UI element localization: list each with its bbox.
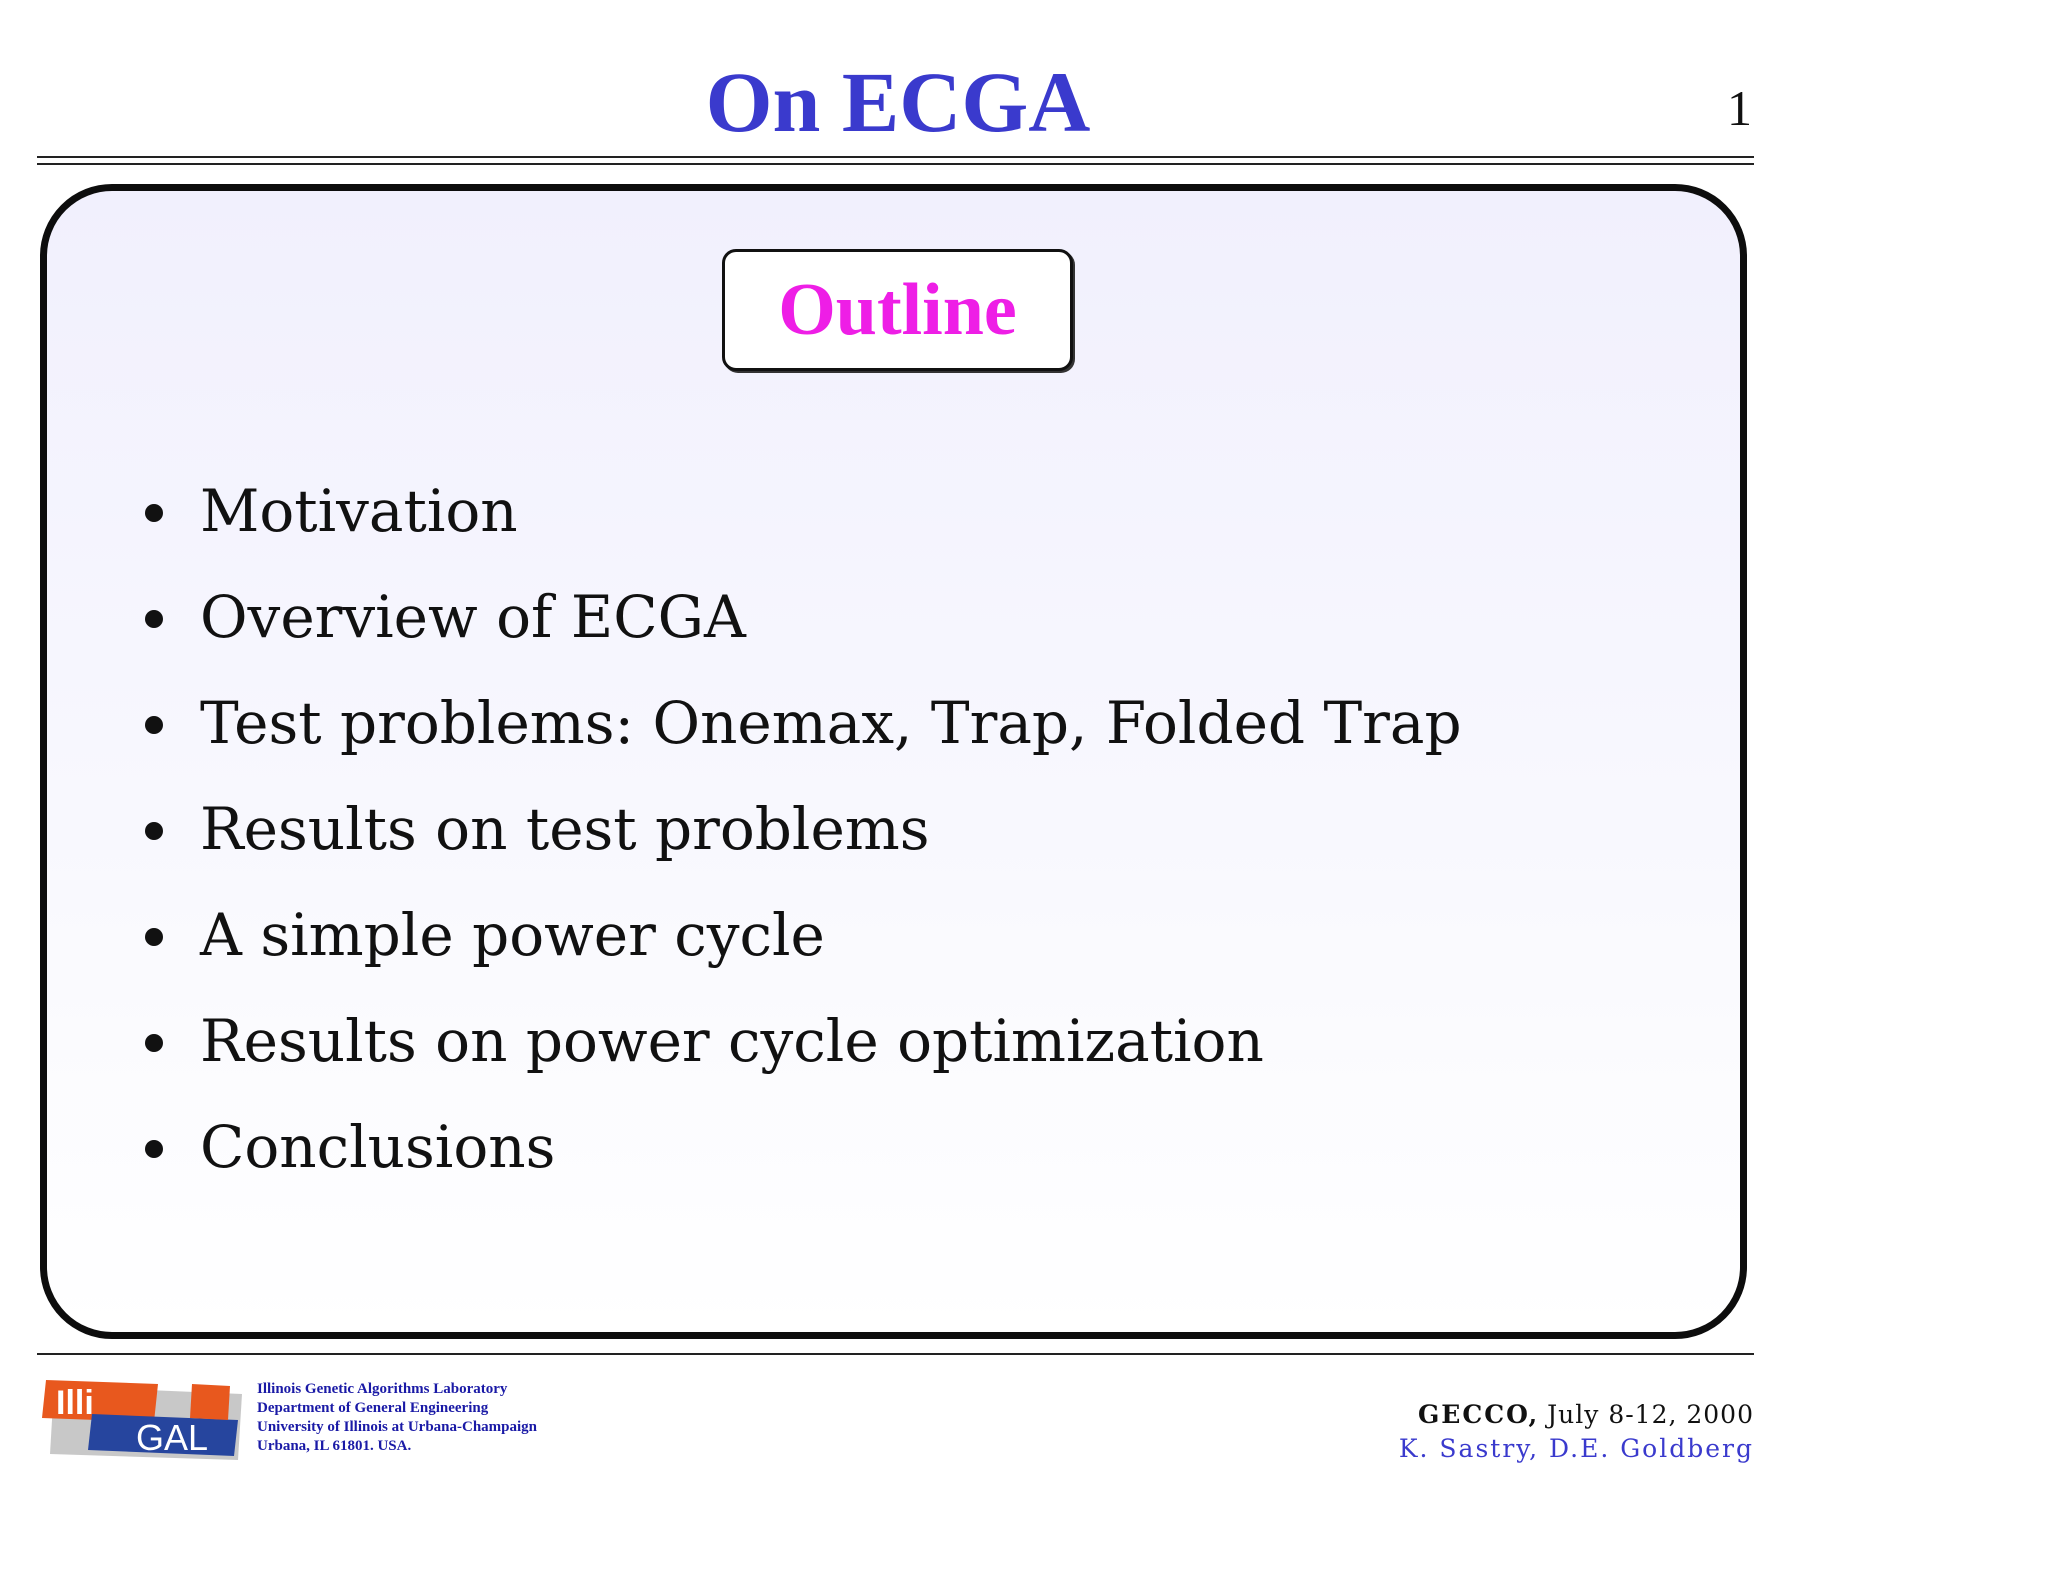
logo-bottom-text: GAL bbox=[136, 1417, 209, 1458]
outline-item-text: Results on power cycle optimization bbox=[200, 1007, 1264, 1075]
bullet-icon bbox=[145, 928, 163, 946]
illigal-logo bbox=[42, 1374, 247, 1464]
conference-info bbox=[1399, 1398, 1754, 1466]
section-title-box bbox=[722, 249, 1073, 371]
lab-info-line: University of Illinois at Urbana-Champaign bbox=[257, 1419, 538, 1435]
authors: K. Sastry, D.E. Goldberg bbox=[1398, 1434, 1754, 1463]
header-rule-bottom bbox=[37, 163, 1754, 165]
bullet-icon bbox=[145, 504, 163, 522]
conference-date: July 8-12, 2000 bbox=[1547, 1400, 1754, 1429]
conference-name: GECCO, bbox=[1417, 1400, 1540, 1429]
bullet-icon bbox=[145, 716, 163, 734]
lab-info-line: Urbana, IL 61801. USA. bbox=[257, 1438, 412, 1454]
bullet-icon bbox=[145, 610, 163, 628]
outline-item-text: Conclusions bbox=[200, 1113, 556, 1181]
outline-item-text: Overview of ECGA bbox=[200, 583, 746, 651]
bullet-icon bbox=[145, 1140, 163, 1158]
outline-item-text: Motivation bbox=[200, 477, 518, 545]
outline-item-text: A simple power cycle bbox=[200, 901, 825, 969]
section-title: Outline bbox=[778, 269, 1017, 351]
outline-item-text: Test problems: Onemax, Trap, Folded Trap bbox=[200, 689, 1462, 757]
header-rule-top bbox=[37, 156, 1754, 158]
lab-info bbox=[257, 1380, 537, 1456]
bullet-icon bbox=[145, 1034, 163, 1052]
logo-top-text: Illi bbox=[56, 1384, 94, 1422]
lab-info-line: Illinois Genetic Algorithms Laboratory bbox=[257, 1381, 508, 1397]
bullet-icon bbox=[145, 822, 163, 840]
conference-line bbox=[1399, 1398, 1754, 1432]
outline-item-text: Results on test problems bbox=[200, 795, 930, 863]
page-number: 1 bbox=[1727, 80, 1752, 136]
logo-orange-tab bbox=[190, 1384, 230, 1420]
footer-rule bbox=[37, 1353, 1754, 1355]
lab-info-line: Department of General Engineering bbox=[257, 1400, 489, 1416]
slide-title: On ECGA bbox=[705, 54, 1091, 150]
